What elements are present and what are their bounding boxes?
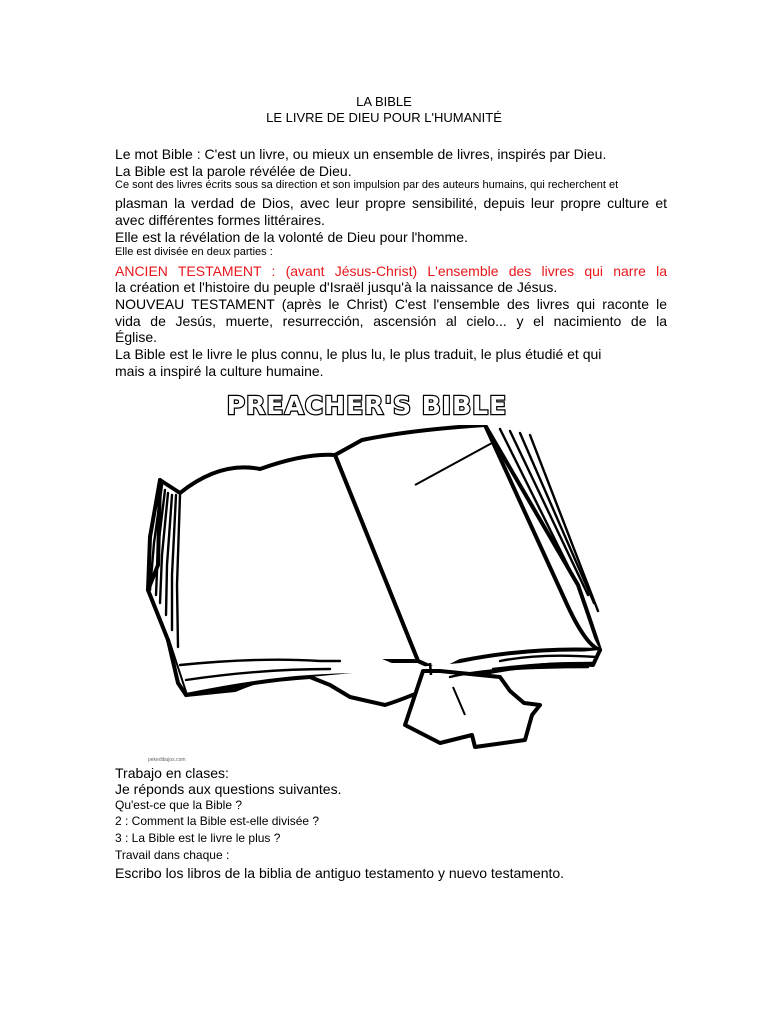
work-instruction: Travail dans chaque : <box>115 848 230 862</box>
paragraph-line: mais a inspiré la culture humaine. <box>115 363 324 379</box>
paragraph-line: Elle est la révélation de la volonté de Dieu pour l'homme. <box>115 229 468 245</box>
paragraph-line: vida de Jesús, muerte, resurrección, ascensión al cielo... y el nacimiento de la <box>115 313 667 329</box>
document-subtitle: LE LIVRE DE DIEU POUR L'HUMANITÉ <box>266 110 502 125</box>
writing-task: Escribo los libros de la biblia de antiguo testamento y nuevo testamento. <box>115 865 565 881</box>
paragraph-line: La Bible est le livre le plus connu, le plus lu, le plus traduit, le plus étudié et qui <box>115 346 602 362</box>
paragraph-line: la création et l'histoire du peuple d'Israël jusqu'à la naissance de Jésus. <box>115 279 558 295</box>
document-title: LA BIBLE <box>356 94 412 109</box>
paragraph-line: Elle est divisée en deux parties : <box>115 246 273 258</box>
image-source-label: pekedibujos.com <box>148 757 186 763</box>
exercise-instruction: Je réponds aux questions suivantes. <box>115 781 342 797</box>
question-2: 2 : Comment la Bible est-elle divisée ? <box>115 814 320 828</box>
preachers-bible-banner <box>206 392 528 420</box>
banner-text: PREACHER'S BIBLE <box>226 392 508 420</box>
paragraph-line: avec différentes formes littéraires. <box>115 212 325 228</box>
question-3: 3 : La Bible est le livre le plus ? <box>115 831 281 845</box>
open-bible-illustration <box>140 425 610 755</box>
old-testament-line: ANCIEN TESTAMENT : (avant Jésus-Christ) L'ensemble des livres qui narre la <box>115 263 667 279</box>
paragraph-line: Église. <box>115 329 158 345</box>
paragraph-line: Le mot Bible : C'est un livre, ou mieux un ensemble de livres, inspirés par Dieu. <box>115 146 607 162</box>
exercise-heading: Trabajo en clases: <box>115 765 229 781</box>
paragraph-line: Ce sont des livres écrits sous sa direction et son impulsion par des auteurs humains, qui recherchent et <box>115 179 619 191</box>
paragraph-line: La Bible est la parole révélée de Dieu. <box>115 163 352 179</box>
new-testament-line: NOUVEAU TESTAMENT (après le Christ) C'est l'ensemble des livres qui raconte le <box>115 296 667 312</box>
question-1: Qu'est-ce que la Bible ? <box>115 798 243 812</box>
paragraph-line: plasman la verdad de Dios, avec leur propre sensibilité, depuis leur propre culture et <box>115 195 667 211</box>
